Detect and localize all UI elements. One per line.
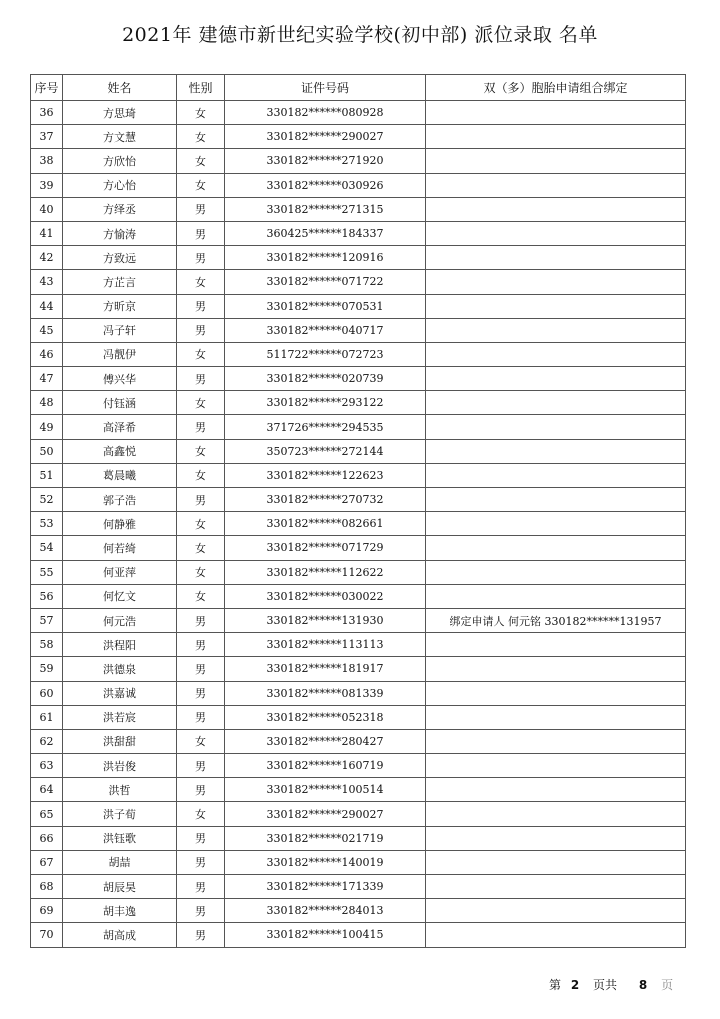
cell-id-number: 371726******294535 — [225, 415, 426, 439]
cell-serial: 44 — [31, 294, 63, 318]
table-row — [31, 778, 686, 802]
table-row — [31, 342, 686, 366]
cell-id-number: 330182******271315 — [225, 197, 426, 221]
cell-gender: 男 — [177, 318, 225, 342]
cell-id-number: 330182******293122 — [225, 391, 426, 415]
table-row — [31, 899, 686, 923]
cell-twin-binding — [426, 729, 686, 753]
cell-twin-binding — [426, 125, 686, 149]
cell-twin-binding — [426, 778, 686, 802]
table-row — [31, 584, 686, 608]
cell-twin-binding — [426, 657, 686, 681]
cell-gender: 男 — [177, 367, 225, 391]
cell-name: 何静雅 — [63, 512, 177, 536]
cell-name: 何忆文 — [63, 584, 177, 608]
cell-serial: 55 — [31, 560, 63, 584]
cell-twin-binding — [426, 826, 686, 850]
footer-mid: 页共 — [593, 978, 618, 992]
cell-gender: 男 — [177, 221, 225, 245]
table-row — [31, 705, 686, 729]
cell-gender: 男 — [177, 197, 225, 221]
cell-name: 胡喆 — [63, 850, 177, 874]
cell-gender: 男 — [177, 294, 225, 318]
cell-gender: 男 — [177, 657, 225, 681]
cell-name: 方致远 — [63, 246, 177, 270]
cell-twin-binding — [426, 875, 686, 899]
cell-id-number: 330182******071722 — [225, 270, 426, 294]
table-row — [31, 850, 686, 874]
cell-serial: 37 — [31, 125, 63, 149]
cell-serial: 51 — [31, 463, 63, 487]
cell-serial: 68 — [31, 875, 63, 899]
cell-twin-binding — [426, 899, 686, 923]
cell-name: 胡高成 — [63, 923, 177, 947]
cell-serial: 62 — [31, 729, 63, 753]
cell-id-number: 330182******122623 — [225, 463, 426, 487]
cell-gender: 男 — [177, 899, 225, 923]
cell-gender: 女 — [177, 729, 225, 753]
cell-serial: 47 — [31, 367, 63, 391]
cell-id-number: 330182******270732 — [225, 488, 426, 512]
cell-id-number: 330182******071729 — [225, 536, 426, 560]
table-row — [31, 560, 686, 584]
header-serial: 序号 — [31, 75, 63, 101]
admission-table — [30, 74, 686, 948]
cell-twin-binding — [426, 391, 686, 415]
cell-id-number: 330182******070531 — [225, 294, 426, 318]
cell-twin-binding — [426, 246, 686, 270]
cell-twin-binding — [426, 705, 686, 729]
cell-gender: 女 — [177, 439, 225, 463]
cell-twin-binding — [426, 173, 686, 197]
cell-gender: 女 — [177, 342, 225, 366]
cell-serial: 63 — [31, 754, 63, 778]
page-footer — [549, 976, 673, 993]
cell-id-number: 330182******080928 — [225, 101, 426, 125]
table-row — [31, 657, 686, 681]
cell-name: 何亚萍 — [63, 560, 177, 584]
cell-serial: 60 — [31, 681, 63, 705]
cell-id-number: 330182******030022 — [225, 584, 426, 608]
footer-page-number: 2 — [570, 978, 580, 992]
cell-twin-binding — [426, 342, 686, 366]
cell-id-number: 330182******140019 — [225, 850, 426, 874]
cell-gender: 男 — [177, 488, 225, 512]
cell-gender: 女 — [177, 125, 225, 149]
cell-gender: 女 — [177, 270, 225, 294]
table-row — [31, 608, 686, 632]
cell-name: 方文慧 — [63, 125, 177, 149]
cell-id-number: 330182******171339 — [225, 875, 426, 899]
cell-name: 高泽希 — [63, 415, 177, 439]
table-row — [31, 415, 686, 439]
table-body — [31, 101, 686, 948]
cell-serial: 38 — [31, 149, 63, 173]
cell-name: 胡辰昊 — [63, 875, 177, 899]
cell-serial: 66 — [31, 826, 63, 850]
page-title: 2021年 建德市新世纪实验学校(初中部) 派位录取 名单 — [122, 24, 598, 46]
cell-name: 洪若宸 — [63, 705, 177, 729]
cell-gender: 男 — [177, 850, 225, 874]
cell-twin-binding — [426, 584, 686, 608]
cell-serial: 40 — [31, 197, 63, 221]
cell-name: 方昕京 — [63, 294, 177, 318]
cell-id-number: 330182******082661 — [225, 512, 426, 536]
cell-id-number: 330182******030926 — [225, 173, 426, 197]
cell-gender: 女 — [177, 536, 225, 560]
table-row — [31, 633, 686, 657]
cell-twin-binding — [426, 754, 686, 778]
cell-gender: 男 — [177, 705, 225, 729]
cell-gender: 男 — [177, 923, 225, 947]
cell-name: 洪德泉 — [63, 657, 177, 681]
cell-id-number: 330182******021719 — [225, 826, 426, 850]
header-gender: 性别 — [177, 75, 225, 101]
cell-serial: 49 — [31, 415, 63, 439]
cell-gender: 女 — [177, 173, 225, 197]
header-twin-binding: 双（多）胞胎申请组合绑定 — [426, 75, 686, 101]
cell-serial: 70 — [31, 923, 63, 947]
cell-name: 冯子轩 — [63, 318, 177, 342]
table-row — [31, 754, 686, 778]
table-row — [31, 125, 686, 149]
cell-serial: 58 — [31, 633, 63, 657]
cell-name: 冯靓伊 — [63, 342, 177, 366]
cell-gender: 男 — [177, 754, 225, 778]
table-row — [31, 463, 686, 487]
table-row — [31, 681, 686, 705]
cell-twin-binding — [426, 923, 686, 947]
table-row — [31, 875, 686, 899]
cell-gender: 女 — [177, 391, 225, 415]
cell-id-number: 330182******290027 — [225, 125, 426, 149]
cell-serial: 41 — [31, 221, 63, 245]
header-id-number: 证件号码 — [225, 75, 426, 101]
table-row — [31, 439, 686, 463]
cell-id-number: 330182******113113 — [225, 633, 426, 657]
table-row — [31, 221, 686, 245]
cell-name: 洪子荀 — [63, 802, 177, 826]
cell-serial: 39 — [31, 173, 63, 197]
cell-serial: 65 — [31, 802, 63, 826]
cell-gender: 女 — [177, 802, 225, 826]
cell-id-number: 330182******112622 — [225, 560, 426, 584]
cell-twin-binding — [426, 101, 686, 125]
cell-serial: 67 — [31, 850, 63, 874]
cell-name: 方思琦 — [63, 101, 177, 125]
table-row — [31, 197, 686, 221]
table-row — [31, 318, 686, 342]
cell-id-number: 330182******181917 — [225, 657, 426, 681]
cell-name: 傅兴华 — [63, 367, 177, 391]
cell-serial: 48 — [31, 391, 63, 415]
cell-twin-binding — [426, 367, 686, 391]
cell-serial: 57 — [31, 608, 63, 632]
cell-name: 胡丰逸 — [63, 899, 177, 923]
cell-name: 方心怡 — [63, 173, 177, 197]
cell-serial: 64 — [31, 778, 63, 802]
cell-id-number: 360425******184337 — [225, 221, 426, 245]
cell-id-number: 330182******100514 — [225, 778, 426, 802]
cell-name: 郭子浩 — [63, 488, 177, 512]
table-row — [31, 923, 686, 947]
cell-gender: 男 — [177, 415, 225, 439]
table-row — [31, 826, 686, 850]
cell-serial: 61 — [31, 705, 63, 729]
cell-twin-binding — [426, 149, 686, 173]
cell-id-number: 330182******040717 — [225, 318, 426, 342]
cell-twin-binding — [426, 802, 686, 826]
cell-serial: 46 — [31, 342, 63, 366]
table-row — [31, 270, 686, 294]
cell-serial: 52 — [31, 488, 63, 512]
cell-id-number: 330182******052318 — [225, 705, 426, 729]
cell-serial: 43 — [31, 270, 63, 294]
table-row — [31, 802, 686, 826]
cell-gender: 男 — [177, 875, 225, 899]
cell-name: 洪岩俊 — [63, 754, 177, 778]
cell-gender: 男 — [177, 246, 225, 270]
cell-name: 何元浩 — [63, 608, 177, 632]
table-header-row — [31, 75, 686, 101]
cell-twin-binding — [426, 463, 686, 487]
cell-name: 何若绮 — [63, 536, 177, 560]
cell-serial: 50 — [31, 439, 63, 463]
cell-twin-binding — [426, 536, 686, 560]
cell-id-number: 330182******120916 — [225, 246, 426, 270]
cell-serial: 54 — [31, 536, 63, 560]
cell-twin-binding — [426, 294, 686, 318]
cell-id-number: 330182******131930 — [225, 608, 426, 632]
table-row — [31, 488, 686, 512]
table-row — [31, 173, 686, 197]
cell-gender: 男 — [177, 633, 225, 657]
cell-name: 付钰涵 — [63, 391, 177, 415]
cell-id-number: 330182******290027 — [225, 802, 426, 826]
table-row — [31, 729, 686, 753]
cell-id-number: 511722******072723 — [225, 342, 426, 366]
cell-id-number: 330182******271920 — [225, 149, 426, 173]
header-name: 姓名 — [63, 75, 177, 101]
cell-name: 葛晨曦 — [63, 463, 177, 487]
cell-twin-binding — [426, 681, 686, 705]
cell-name: 洪嘉诚 — [63, 681, 177, 705]
footer-prefix: 第 — [549, 978, 562, 992]
table-row — [31, 246, 686, 270]
cell-twin-binding — [426, 439, 686, 463]
table-row — [31, 294, 686, 318]
cell-gender: 女 — [177, 463, 225, 487]
cell-gender: 女 — [177, 584, 225, 608]
cell-gender: 男 — [177, 778, 225, 802]
cell-gender: 女 — [177, 101, 225, 125]
cell-serial: 45 — [31, 318, 63, 342]
cell-gender: 男 — [177, 681, 225, 705]
table-row — [31, 536, 686, 560]
cell-serial: 59 — [31, 657, 63, 681]
cell-twin-binding — [426, 560, 686, 584]
cell-name: 洪程阳 — [63, 633, 177, 657]
cell-serial: 69 — [31, 899, 63, 923]
table-row — [31, 101, 686, 125]
cell-name: 方愉涛 — [63, 221, 177, 245]
cell-gender: 女 — [177, 560, 225, 584]
cell-gender: 女 — [177, 512, 225, 536]
cell-gender: 男 — [177, 608, 225, 632]
cell-name: 洪钰歌 — [63, 826, 177, 850]
cell-gender: 女 — [177, 149, 225, 173]
cell-twin-binding — [426, 318, 686, 342]
cell-serial: 56 — [31, 584, 63, 608]
cell-twin-binding — [426, 633, 686, 657]
cell-twin-binding — [426, 270, 686, 294]
cell-twin-binding — [426, 221, 686, 245]
table-row — [31, 391, 686, 415]
cell-id-number: 330182******280427 — [225, 729, 426, 753]
footer-total-pages: 8 — [638, 978, 648, 992]
cell-twin-binding — [426, 512, 686, 536]
footer-suffix: 页 — [661, 978, 674, 992]
cell-name: 方绎丞 — [63, 197, 177, 221]
cell-serial: 53 — [31, 512, 63, 536]
table-row — [31, 512, 686, 536]
cell-id-number: 330182******100415 — [225, 923, 426, 947]
cell-name: 方欣怡 — [63, 149, 177, 173]
cell-twin-binding — [426, 415, 686, 439]
cell-twin-binding — [426, 197, 686, 221]
cell-id-number: 330182******020739 — [225, 367, 426, 391]
cell-gender: 男 — [177, 826, 225, 850]
cell-serial: 42 — [31, 246, 63, 270]
cell-id-number: 330182******160719 — [225, 754, 426, 778]
cell-twin-binding — [426, 488, 686, 512]
cell-name: 洪甜甜 — [63, 729, 177, 753]
cell-id-number: 330182******081339 — [225, 681, 426, 705]
table-row — [31, 149, 686, 173]
cell-serial: 36 — [31, 101, 63, 125]
cell-name: 高鑫悦 — [63, 439, 177, 463]
cell-name: 洪哲 — [63, 778, 177, 802]
cell-id-number: 330182******284013 — [225, 899, 426, 923]
cell-twin-binding: 绑定申请人 何元铭 330182******131957 — [426, 608, 686, 632]
table-row — [31, 367, 686, 391]
cell-name: 方芷言 — [63, 270, 177, 294]
cell-twin-binding — [426, 850, 686, 874]
cell-id-number: 350723******272144 — [225, 439, 426, 463]
